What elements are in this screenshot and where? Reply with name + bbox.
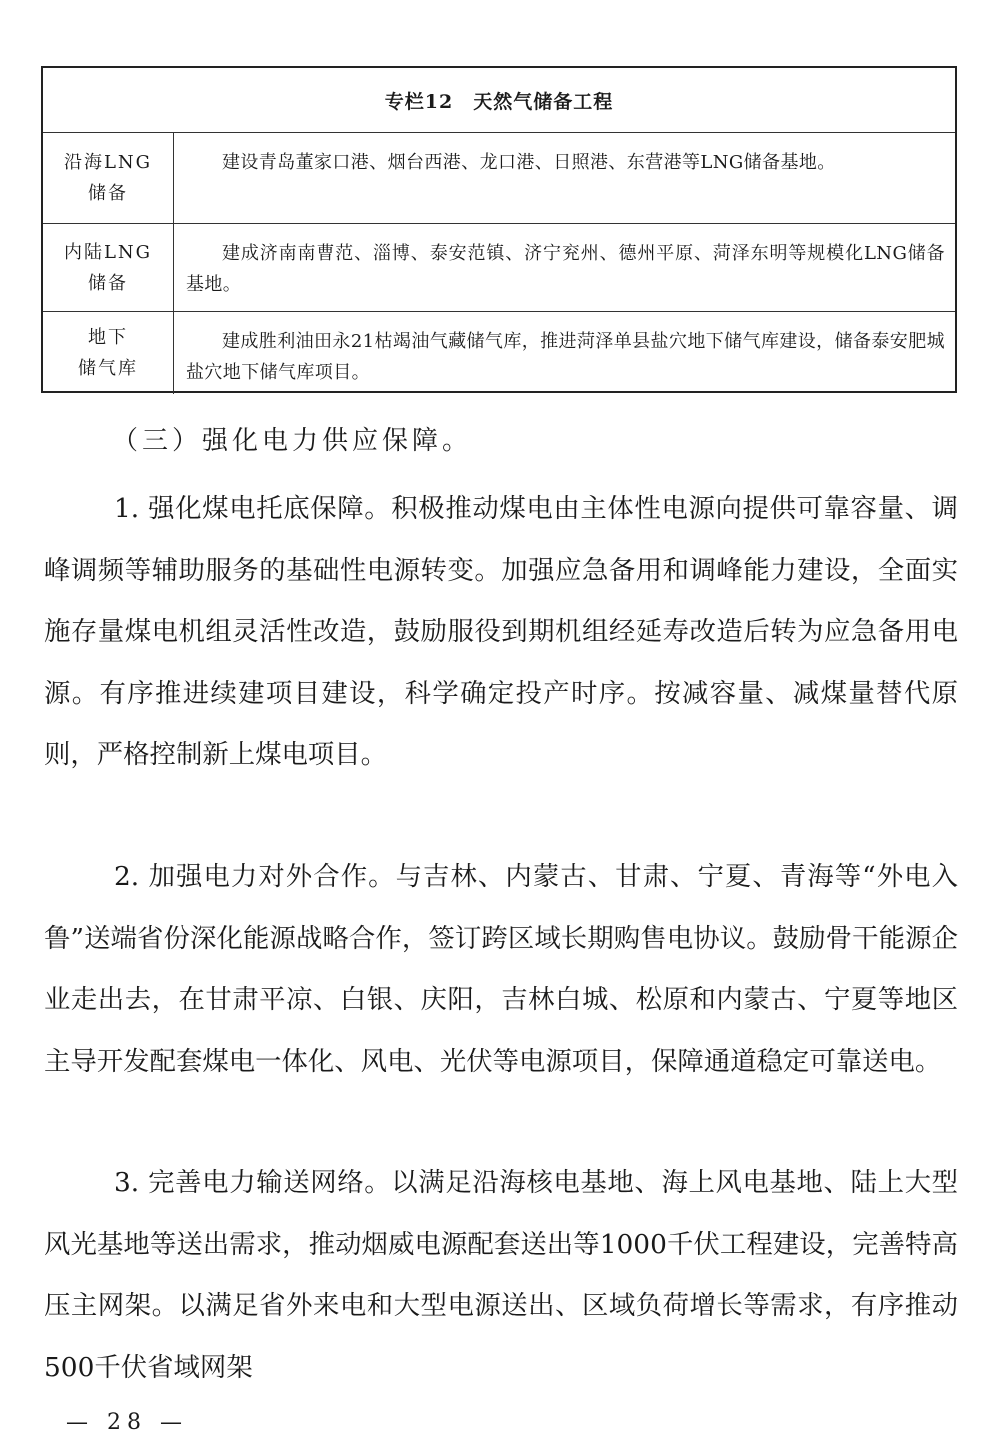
sidebar-table <box>41 66 957 393</box>
row-label-line1: 内陆LNG <box>63 241 153 263</box>
row-label <box>43 224 174 311</box>
page-number: — 28 — <box>66 1410 188 1435</box>
row-label-line2: 储备 <box>88 272 128 294</box>
table-row <box>43 224 955 312</box>
paragraph-1: 1. 强化煤电托底保障。积极推动煤电由主体性电源向提供可靠容量、调峰调频等辅助服务的基础性电源转变。加强应急备用和调峰能力建设，全面实施存量煤电机组灵活性改造，鼓励服役到期机组经延寿改造后转为应急备用电源。有序推进续建项目建设，科学确定投产时序。按减容量、减煤量替代原则，严格控制新上煤电项目。 <box>44 493 958 770</box>
paragraph-2: 2. 加强电力对外合作。与吉林、内蒙古、甘肃、宁夏、青海等“外电入鲁”送端省份深化能源战略合作，签订跨区域长期购售电协议。鼓励骨干能源企业走出去，在甘肃平凉、白银、庆阳，吉林白城、松原和内蒙古、宁夏等地区主导开发配套煤电一体化、风电、光伏等电源项目，保障通道稳定可靠送电。 <box>44 861 958 1077</box>
row-content: 建设青岛董家口港、烟台西港、龙口港、日照港、东营港等LNG储备基地。 <box>222 152 836 173</box>
row-content: 建成胜利油田永21枯竭油气藏储气库，推进菏泽单县盐穴地下储气库建设，储备泰安肥城盐穴地下储气库项目。 <box>186 331 945 383</box>
table-row <box>43 133 955 224</box>
paragraph-3: 3. 完善电力输送网络。以满足沿海核电基地、海上风电基地、陆上大型风光基地等送出需求，推动烟威电源配套送出等1000千伏工程建设，完善特高压主网架。以满足省外来电和大型电源送出、区域负荷增长等需求，有序推动500千伏省域网架 <box>44 1167 958 1383</box>
row-label <box>43 312 174 394</box>
row-content: 建成济南南曹范、淄博、泰安范镇、济宁兖州、德州平原、菏泽东明等规模化LNG储备基地。 <box>186 243 945 295</box>
row-label-line1: 地下 <box>88 327 128 348</box>
row-label <box>43 133 174 223</box>
section-heading: （三）强化电力供应保障。 <box>112 426 473 456</box>
table-title: 专栏12 天然气储备工程 <box>43 68 955 133</box>
row-label-line2: 储气库 <box>78 358 138 379</box>
row-label-line2: 储备 <box>88 183 128 204</box>
table-row <box>43 312 955 394</box>
row-label-line1: 沿海LNG <box>63 152 153 173</box>
